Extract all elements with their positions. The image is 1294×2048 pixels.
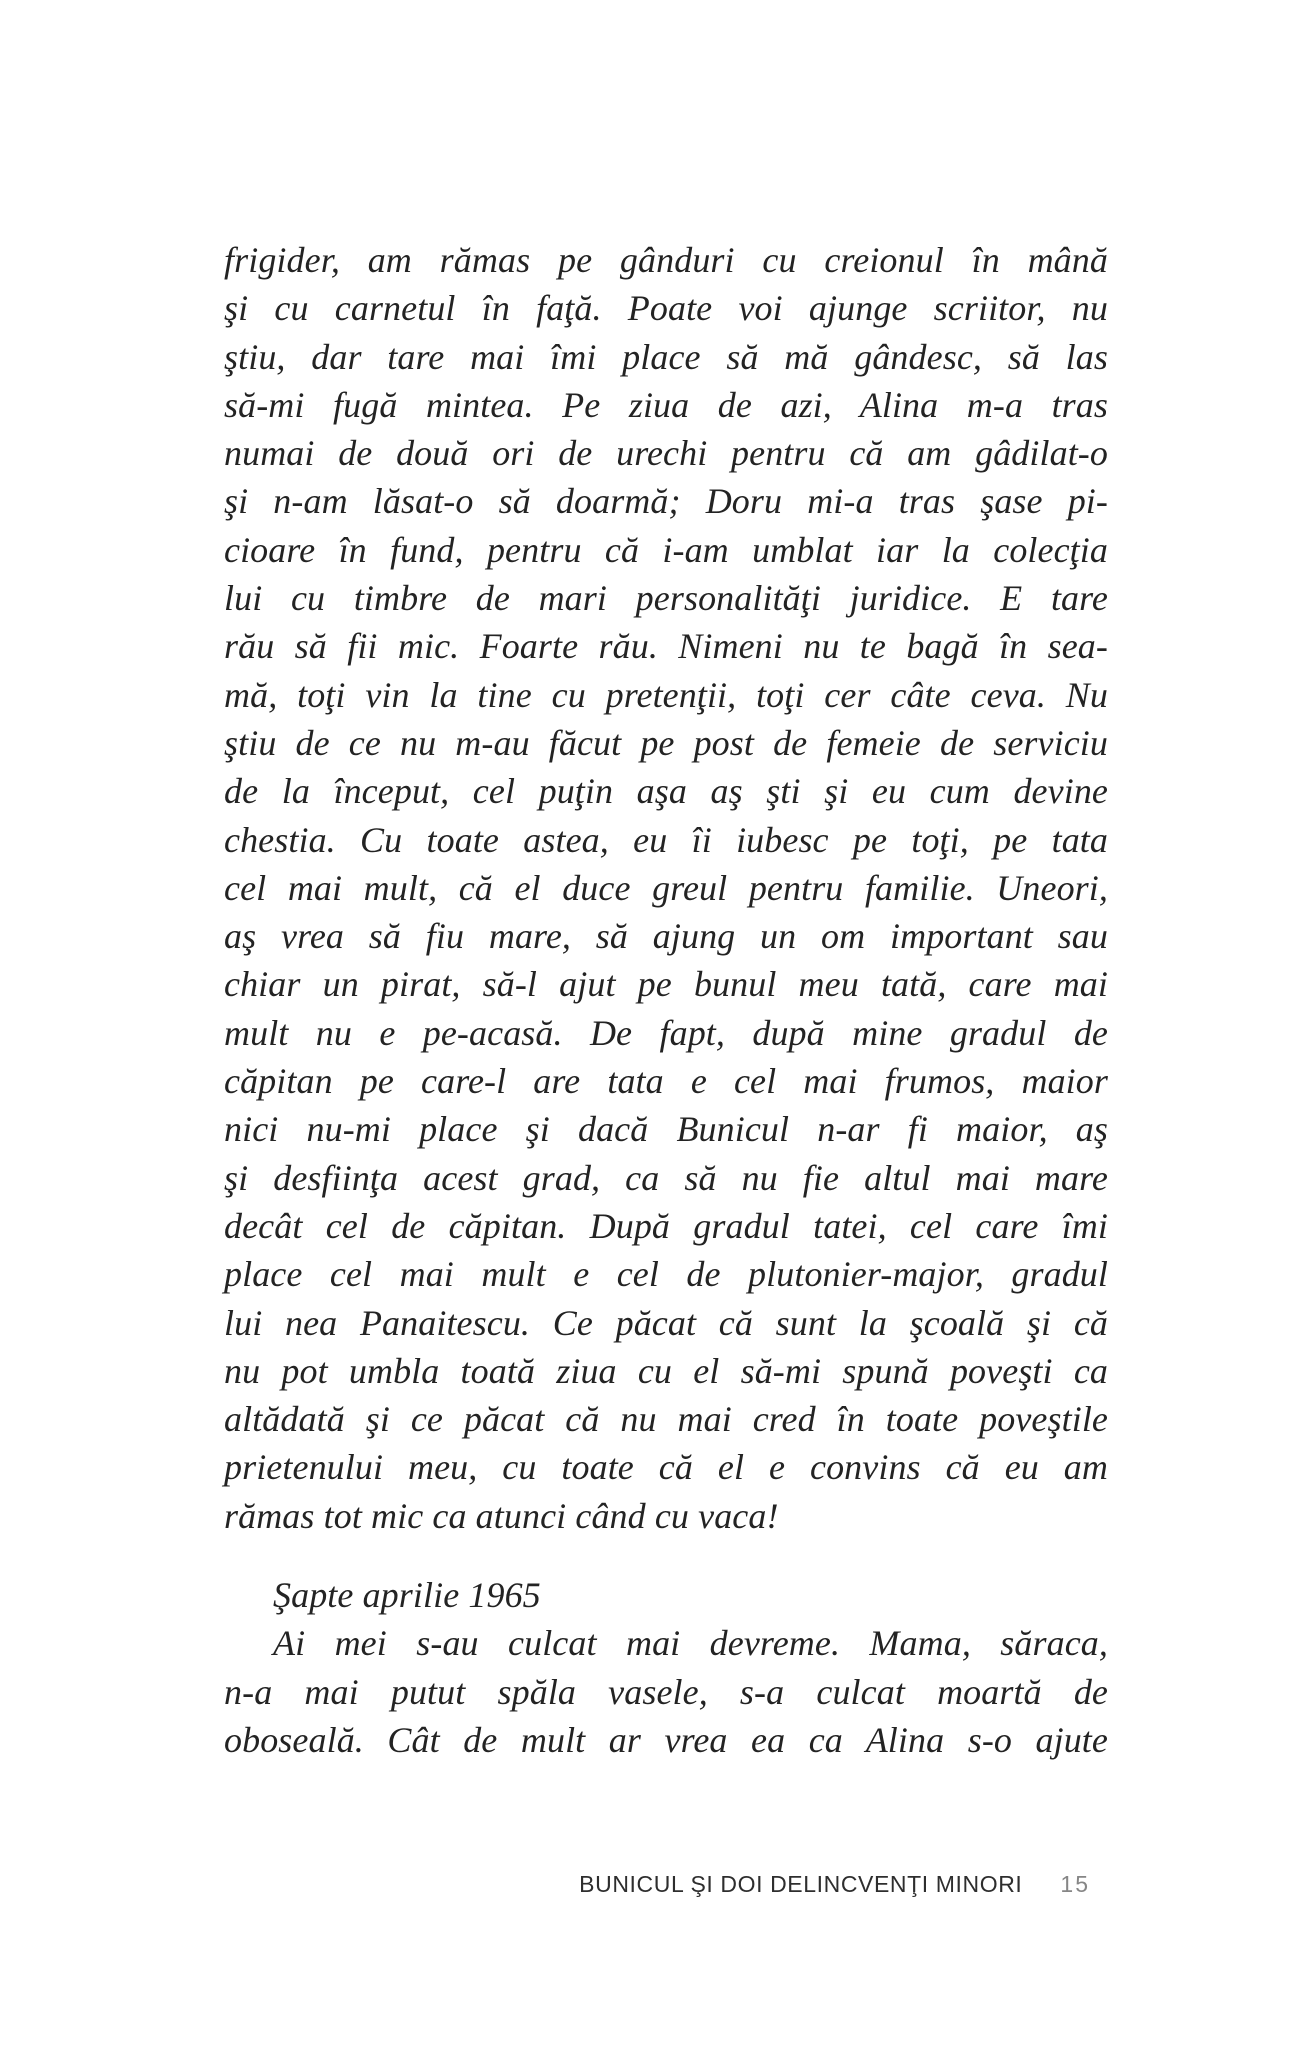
- text-line: rău să fii mic. Foarte rău. Nimeni nu te bagă în sea-: [224, 626, 1108, 667]
- text-line: şi desfiinţa acest grad, ca să nu fie altul mai mare: [224, 1157, 1108, 1198]
- text-line: şi cu carnetul în faţă. Poate voi ajunge scriitor, nu: [224, 288, 1108, 329]
- text-line: ştiu, dar tare mai îmi place să mă gândesc, să las: [224, 336, 1108, 377]
- text-line: frigider, am rămas pe gânduri cu creionul în mână: [224, 240, 1108, 280]
- running-title: BUNICUL ŞI DOI DELINCVENŢI MINORI: [579, 1871, 1023, 1897]
- text-line: numai de două ori de urechi pentru că am gâdilat-o: [224, 433, 1108, 474]
- text-line: Şapte aprilie 1965: [273, 1575, 541, 1616]
- text-line: să-mi fugă mintea. Pe ziua de azi, Alina m-a tras: [224, 384, 1108, 425]
- text-line: rămas tot mic ca atunci când cu vaca!: [224, 1495, 779, 1536]
- page-text: [224, 236, 1108, 1764]
- text-line: n-a mai putut spăla vasele, s-a culcat moartă de: [224, 1671, 1108, 1712]
- page-number: 15: [1060, 1871, 1090, 1897]
- text-line: cel mai mult, că el duce greul pentru familie. Uneori,: [224, 867, 1108, 908]
- text-line: altădată şi ce păcat că nu mai cred în toate poveştile: [224, 1399, 1108, 1440]
- text-line: lui nea Panaitescu. Ce păcat că sunt la şcoală şi că: [224, 1302, 1108, 1343]
- text-line: decât cel de căpitan. După gradul tatei, cel care îmi: [224, 1205, 1108, 1246]
- text-line: ştiu de ce nu m-au făcut pe post de femeie de serviciu: [224, 722, 1108, 763]
- text-line: cioare în fund, pentru că i-am umblat iar la colecţia: [224, 529, 1108, 570]
- text-line: mă, toţi vin la tine cu pretenţii, toţi cer câte ceva. Nu: [224, 674, 1108, 715]
- text-line: şi n-am lăsat-o să doarmă; Doru mi-a tras şase pi-: [224, 481, 1108, 522]
- text-line: oboseală. Cât de mult ar vrea ea ca Alina s-o ajute: [224, 1719, 1108, 1760]
- text-line: place cel mai mult e cel de plutonier-major, gradul: [224, 1254, 1108, 1295]
- text-line: Ai mei s-au culcat mai devreme. Mama, săraca,: [273, 1623, 1108, 1664]
- text-line: lui cu timbre de mari personalităţi juridice. E tare: [224, 578, 1108, 619]
- text-line: nu pot umbla toată ziua cu el să-mi spună poveşti ca: [224, 1350, 1108, 1391]
- text-line: chiar un pirat, să-l ajut pe bunul meu tată, care mai: [224, 964, 1108, 1005]
- text-line: mult nu e pe-acasă. De fapt, după mine gradul de: [224, 1012, 1108, 1053]
- text-line: căpitan pe care-l are tata e cel mai frumos, maior: [224, 1061, 1108, 1102]
- text-line: aş vrea să fiu mare, să ajung un om important sau: [224, 916, 1108, 957]
- text-line: nici nu-mi place şi dacă Bunicul n-ar fi maior, aş: [224, 1109, 1108, 1150]
- text-line: prietenului meu, cu toate că el e convins că eu am: [224, 1447, 1108, 1488]
- text-line: de la început, cel puţin aşa aş şti şi eu cum devine: [224, 771, 1108, 812]
- text-line: chestia. Cu toate astea, eu îi iubesc pe toţi, pe tata: [224, 819, 1108, 860]
- page-footer: [579, 1871, 1090, 1898]
